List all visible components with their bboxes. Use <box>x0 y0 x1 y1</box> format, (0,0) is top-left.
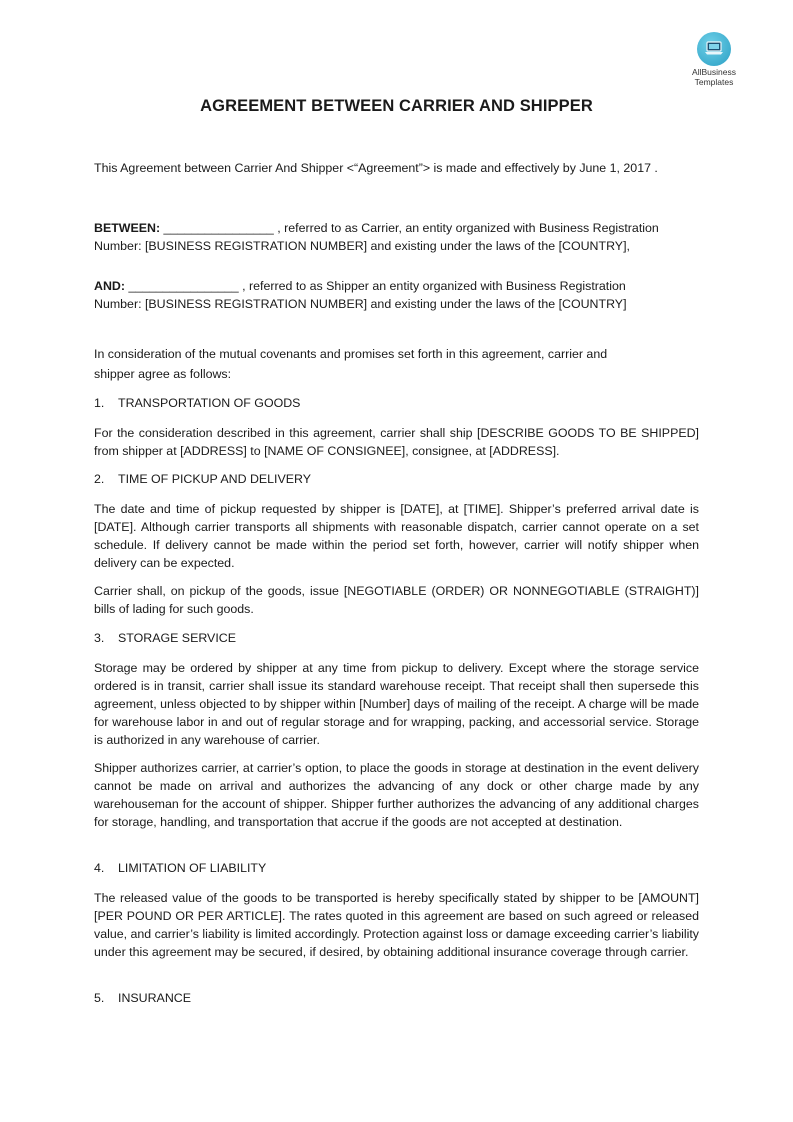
section-heading-2: 2. TIME OF PICKUP AND DELIVERY <box>94 472 312 486</box>
section-heading-4: 4. LIMITATION OF LIABILITY <box>94 861 267 875</box>
section-heading-3: 3. STORAGE SERVICE <box>94 631 236 645</box>
section-3-paragraph-1: Storage may be ordered by shipper at any time from pickup to delivery. Except where the storage service ordered is in transit, carrier shall issue its standard warehouse receipt. That receipt shall then supersede this agreement, unless objected to by shipper within [Number] days of mailing of the receipt. A charge will be made for warehouse labor in and out of regular storage and for wrapping, packing, and accessorial service. Storage is authorized in any warehouse of carrier. <box>94 661 699 747</box>
section-heading-1: 1. TRANSPORTATION OF GOODS <box>94 396 301 410</box>
allbusiness-templates-logo <box>682 32 746 87</box>
and-party: AND: ________________ , referred to as Shipper an entity organized with Business Registration Number: [BUSINESS REGISTRATION NUMBER] and existing under the laws of the [COUNTRY] <box>94 279 627 311</box>
section-2-paragraph-1: The date and time of pickup requested by shipper is [DATE], at [TIME]. Shipper’s preferred arrival date is [DATE]. Although carrier transports all shipments with reasonable dispatch, carrier cannot operate on a set schedule. If delivery cannot be made within the period set forth, however, carrier will notify shipper when delivery can be expected. <box>94 502 699 570</box>
intro-paragraph: This Agreement between Carrier And Shipper <“Agreement”> is made and effectively by June 1, 2017 . <box>94 161 658 175</box>
document-title: AGREEMENT BETWEEN CARRIER AND SHIPPER <box>200 97 593 115</box>
between-party: BETWEEN: ________________ , referred to as Carrier, an entity organized with Business Registration Number: [BUSINESS REGISTRATION NUMBER] and existing under the laws of the [COUNTRY], <box>94 221 659 253</box>
section-1-paragraph-1: For the consideration described in this agreement, carrier shall ship [DESCRIBE GOODS TO BE SHIPPED] from shipper at [ADDRESS] to [NAME OF CONSIGNEE], consignee, at [ADDRESS]. <box>94 426 699 458</box>
section-2-paragraph-2: Carrier shall, on pickup of the goods, issue [NEGOTIABLE (ORDER) OR NONNEGOTIABLE (STRAIGHT)] bills of lading for such goods. <box>94 584 699 616</box>
laptop-icon <box>697 32 731 66</box>
consideration-paragraph: In consideration of the mutual covenants and promises set forth in this agreement, carrier and shipper agree as follows: <box>94 347 608 381</box>
section-3-paragraph-2: Shipper authorizes carrier, at carrier’s option, to place the goods in storage at destination in the event delivery cannot be made on arrival and authorizes the advancing of any dock or other charge made by any warehouseman for the account of shipper. Shipper further authorizes the advancing of any additional charges for storage, handling, and transportation that accrue if the goods are not accepted at destination. <box>94 761 699 829</box>
section-4-paragraph-1: The released value of the goods to be transported is hereby specifically stated by shipper to be [AMOUNT] [PER POUND OR PER ARTICLE]. The rates quoted in this agreement are based on such agreed or released value, and carrier’s liability is limited accordingly. Protection against loss or damage exceeding carrier’s liability under this agreement may be secured, if desired, by obtaining additional insurance coverage through carrier. <box>94 891 699 959</box>
section-heading-5: 5. INSURANCE <box>94 991 191 1005</box>
logo-text: AllBusiness Templates <box>692 67 736 87</box>
